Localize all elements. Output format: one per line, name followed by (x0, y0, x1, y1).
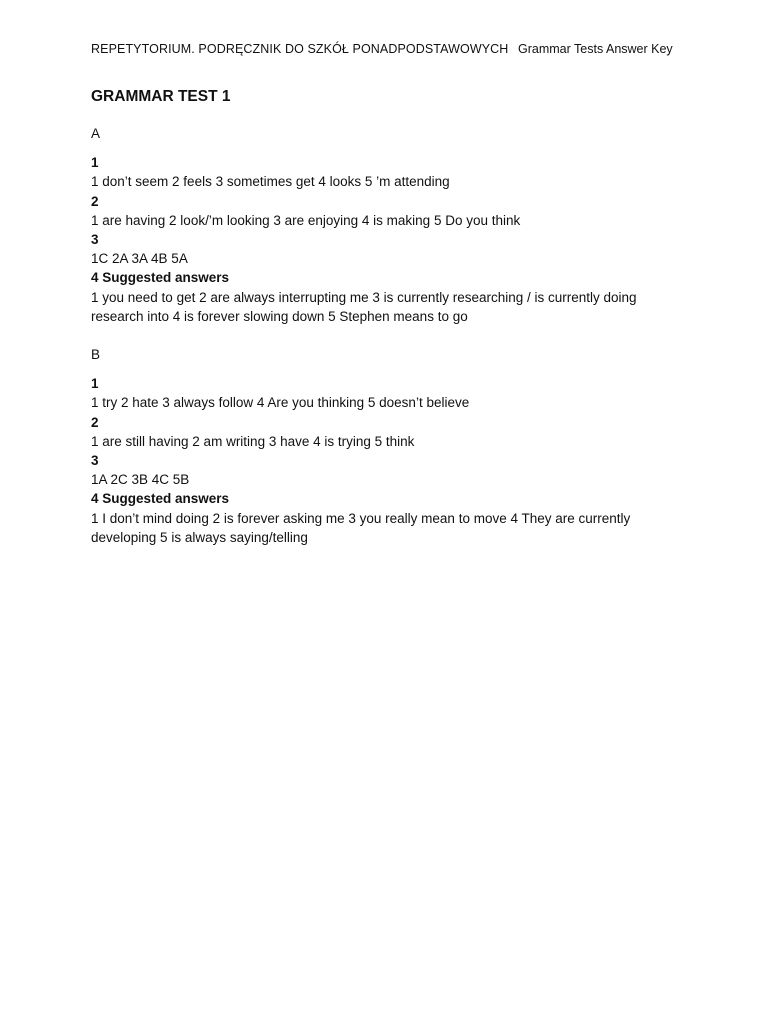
section-a-item-3-answers: 1C 2A 3A 4B 5A (91, 251, 188, 267)
section-b-item-3-number: 3 (91, 453, 99, 469)
section-b-item-4-number: 4 Suggested answers (91, 491, 230, 507)
document-content (91, 86, 691, 547)
section-a (91, 124, 691, 326)
section-b-item-2-answers: 1 are still having 2 am writing 3 have 4 is trying 5 think (91, 433, 415, 449)
section-b-item-1-answers: 1 try 2 hate 3 always follow 4 Are you thinking 5 doesn’t believe (91, 395, 470, 411)
section-b-letter: B (91, 347, 101, 363)
running-header-left: REPETYTORIUM. PODRĘCZNIK DO SZKÓŁ PONADPODSTAWOWYCH (91, 42, 509, 56)
section-a-item-4-answers: 1 you need to get 2 are always interrupting me 3 is currently researching / is currently doing research into 4 is forever slowing down 5 Stephen means to go (91, 289, 637, 324)
section-a-item-1-answers: 1 don’t seem 2 feels 3 sometimes get 4 looks 5 ’m attending (91, 174, 450, 190)
running-header-right: Grammar Tests Answer Key (518, 42, 673, 56)
section-a-item-1-number: 1 (91, 155, 99, 171)
section-a-item-4-number: 4 Suggested answers (91, 270, 230, 286)
section-b-item-1-number: 1 (91, 376, 99, 392)
section-a-item-3-number: 3 (91, 232, 99, 248)
section-a-letter: A (91, 126, 101, 141)
section-b-item-4-answers: 1 I don’t mind doing 2 is forever asking me 3 you really mean to move 4 They are currently developing 5 is always saying/telling (91, 510, 631, 545)
section-b-item-3-answers: 1A 2C 3B 4C 5B (91, 472, 190, 488)
section-a-item-2-number: 2 (91, 193, 99, 209)
section-b (91, 345, 691, 547)
page-title: GRAMMAR TEST 1 (91, 88, 231, 105)
section-a-item-2-answers: 1 are having 2 look/’m looking 3 are enjoying 4 is making 5 Do you think (91, 212, 521, 228)
section-b-item-2-number: 2 (91, 414, 99, 430)
